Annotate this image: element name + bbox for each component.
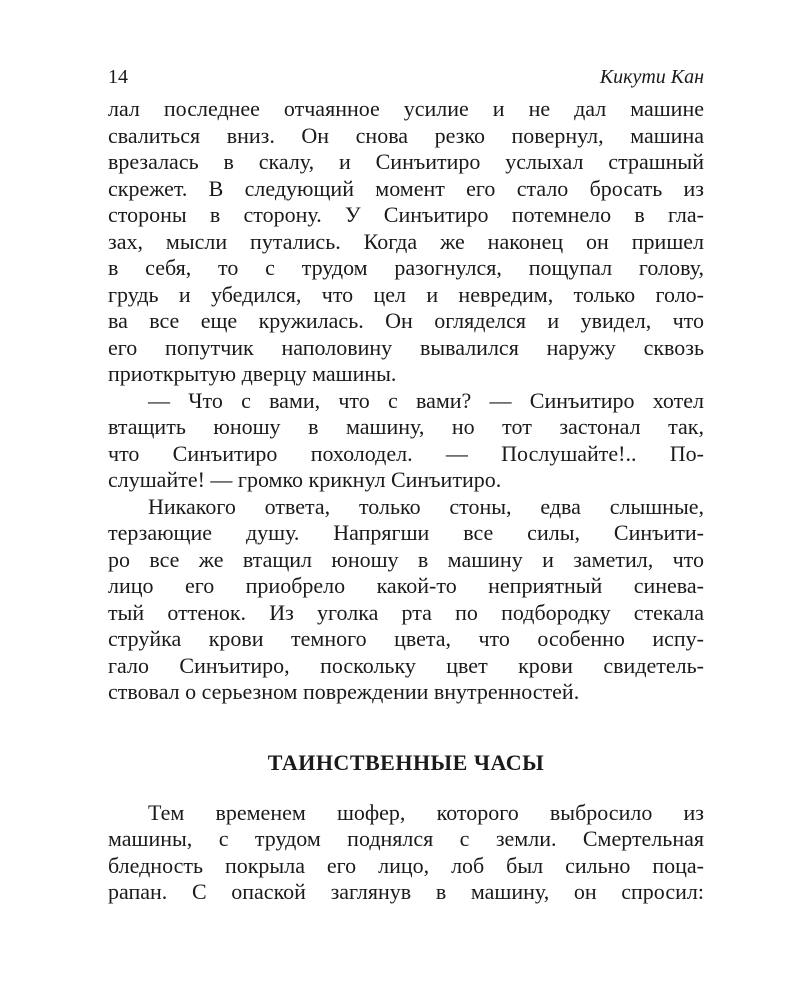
text-line: скрежет. В следующий момент его стало бросать из (108, 175, 704, 201)
section-2-text (108, 800, 704, 906)
text-line: ро все же втащил юношу в машину и заметил, что (108, 546, 704, 572)
text-line: бледность покрыла его лицо, лоб был сильно поца- (108, 852, 704, 878)
text-line: струйка крови темного цвета, что особенно испу- (108, 626, 704, 651)
text-line: втащить юношу в машину, но тот застонал так, (108, 414, 704, 439)
text-line: машины, с трудом поднялся с земли. Смертельная (108, 826, 704, 851)
text-line: Тем временем шофер, которого выбросило из (148, 799, 704, 825)
text-line: в себя, то с трудом разогнулся, пощупал голову, (108, 255, 704, 280)
text-line: зах, мысли путались. Когда же наконец он пришел (108, 228, 704, 254)
text-line: стороны в сторону. У Синъитиро потемнело в гла- (108, 202, 704, 227)
text-line: гало Синъитиро, поскольку цвет крови свидетель- (108, 652, 704, 678)
text-line: ствовал о серьезном повреждении внутренностей. (108, 679, 580, 704)
running-header (108, 66, 704, 96)
text-line: приоткрытую дверцу машины. (108, 361, 397, 386)
text-line: терзающие душу. Напрягши все силы, Синъити- (108, 520, 704, 545)
text-line: ва все еще кружилась. Он огляделся и увидел, что (108, 308, 704, 333)
text-line: его попутчик наполовину вывалился наружу сквозь (108, 334, 704, 360)
text-line: свалиться вниз. Он снова резко повернул, машина (108, 122, 704, 148)
text-line: — Что с вами, что с вами? — Синъитиро хотел (148, 387, 704, 413)
text-line: лицо его приобрело какой-то неприятный синева- (108, 573, 704, 598)
paragraph-1 (108, 96, 704, 388)
paragraph-3 (108, 494, 704, 706)
paragraph-4 (108, 800, 704, 906)
page-number: 14 (108, 66, 128, 88)
running-title: Кикути Кан (599, 66, 704, 88)
text-line: врезалась в скалу, и Синъитиро услыхал страшный (108, 149, 704, 174)
text-line: грудь и убедился, что цел и невредим, только голо- (108, 281, 704, 307)
chapter-heading: ТАИНСТВЕННЫЕ ЧАСЫ (267, 749, 545, 775)
section-1-text (108, 96, 704, 706)
text-line: рапан. С опаской заглянув в машину, он спросил: (108, 879, 704, 904)
text-line: слушайте! — громко крикнул Синъитиро. (108, 467, 502, 492)
text-line: тый оттенок. Из уголка рта по подбородку стекала (108, 599, 704, 625)
text-line: Никакого ответа, только стоны, едва слышные, (148, 493, 704, 519)
book-page (108, 66, 704, 906)
paragraph-2 (108, 388, 704, 494)
text-line: что Синъитиро похолодел. — Послушайте!.. По- (108, 440, 704, 466)
text-line: лал последнее отчаянное усилие и не дал машине (108, 96, 704, 121)
